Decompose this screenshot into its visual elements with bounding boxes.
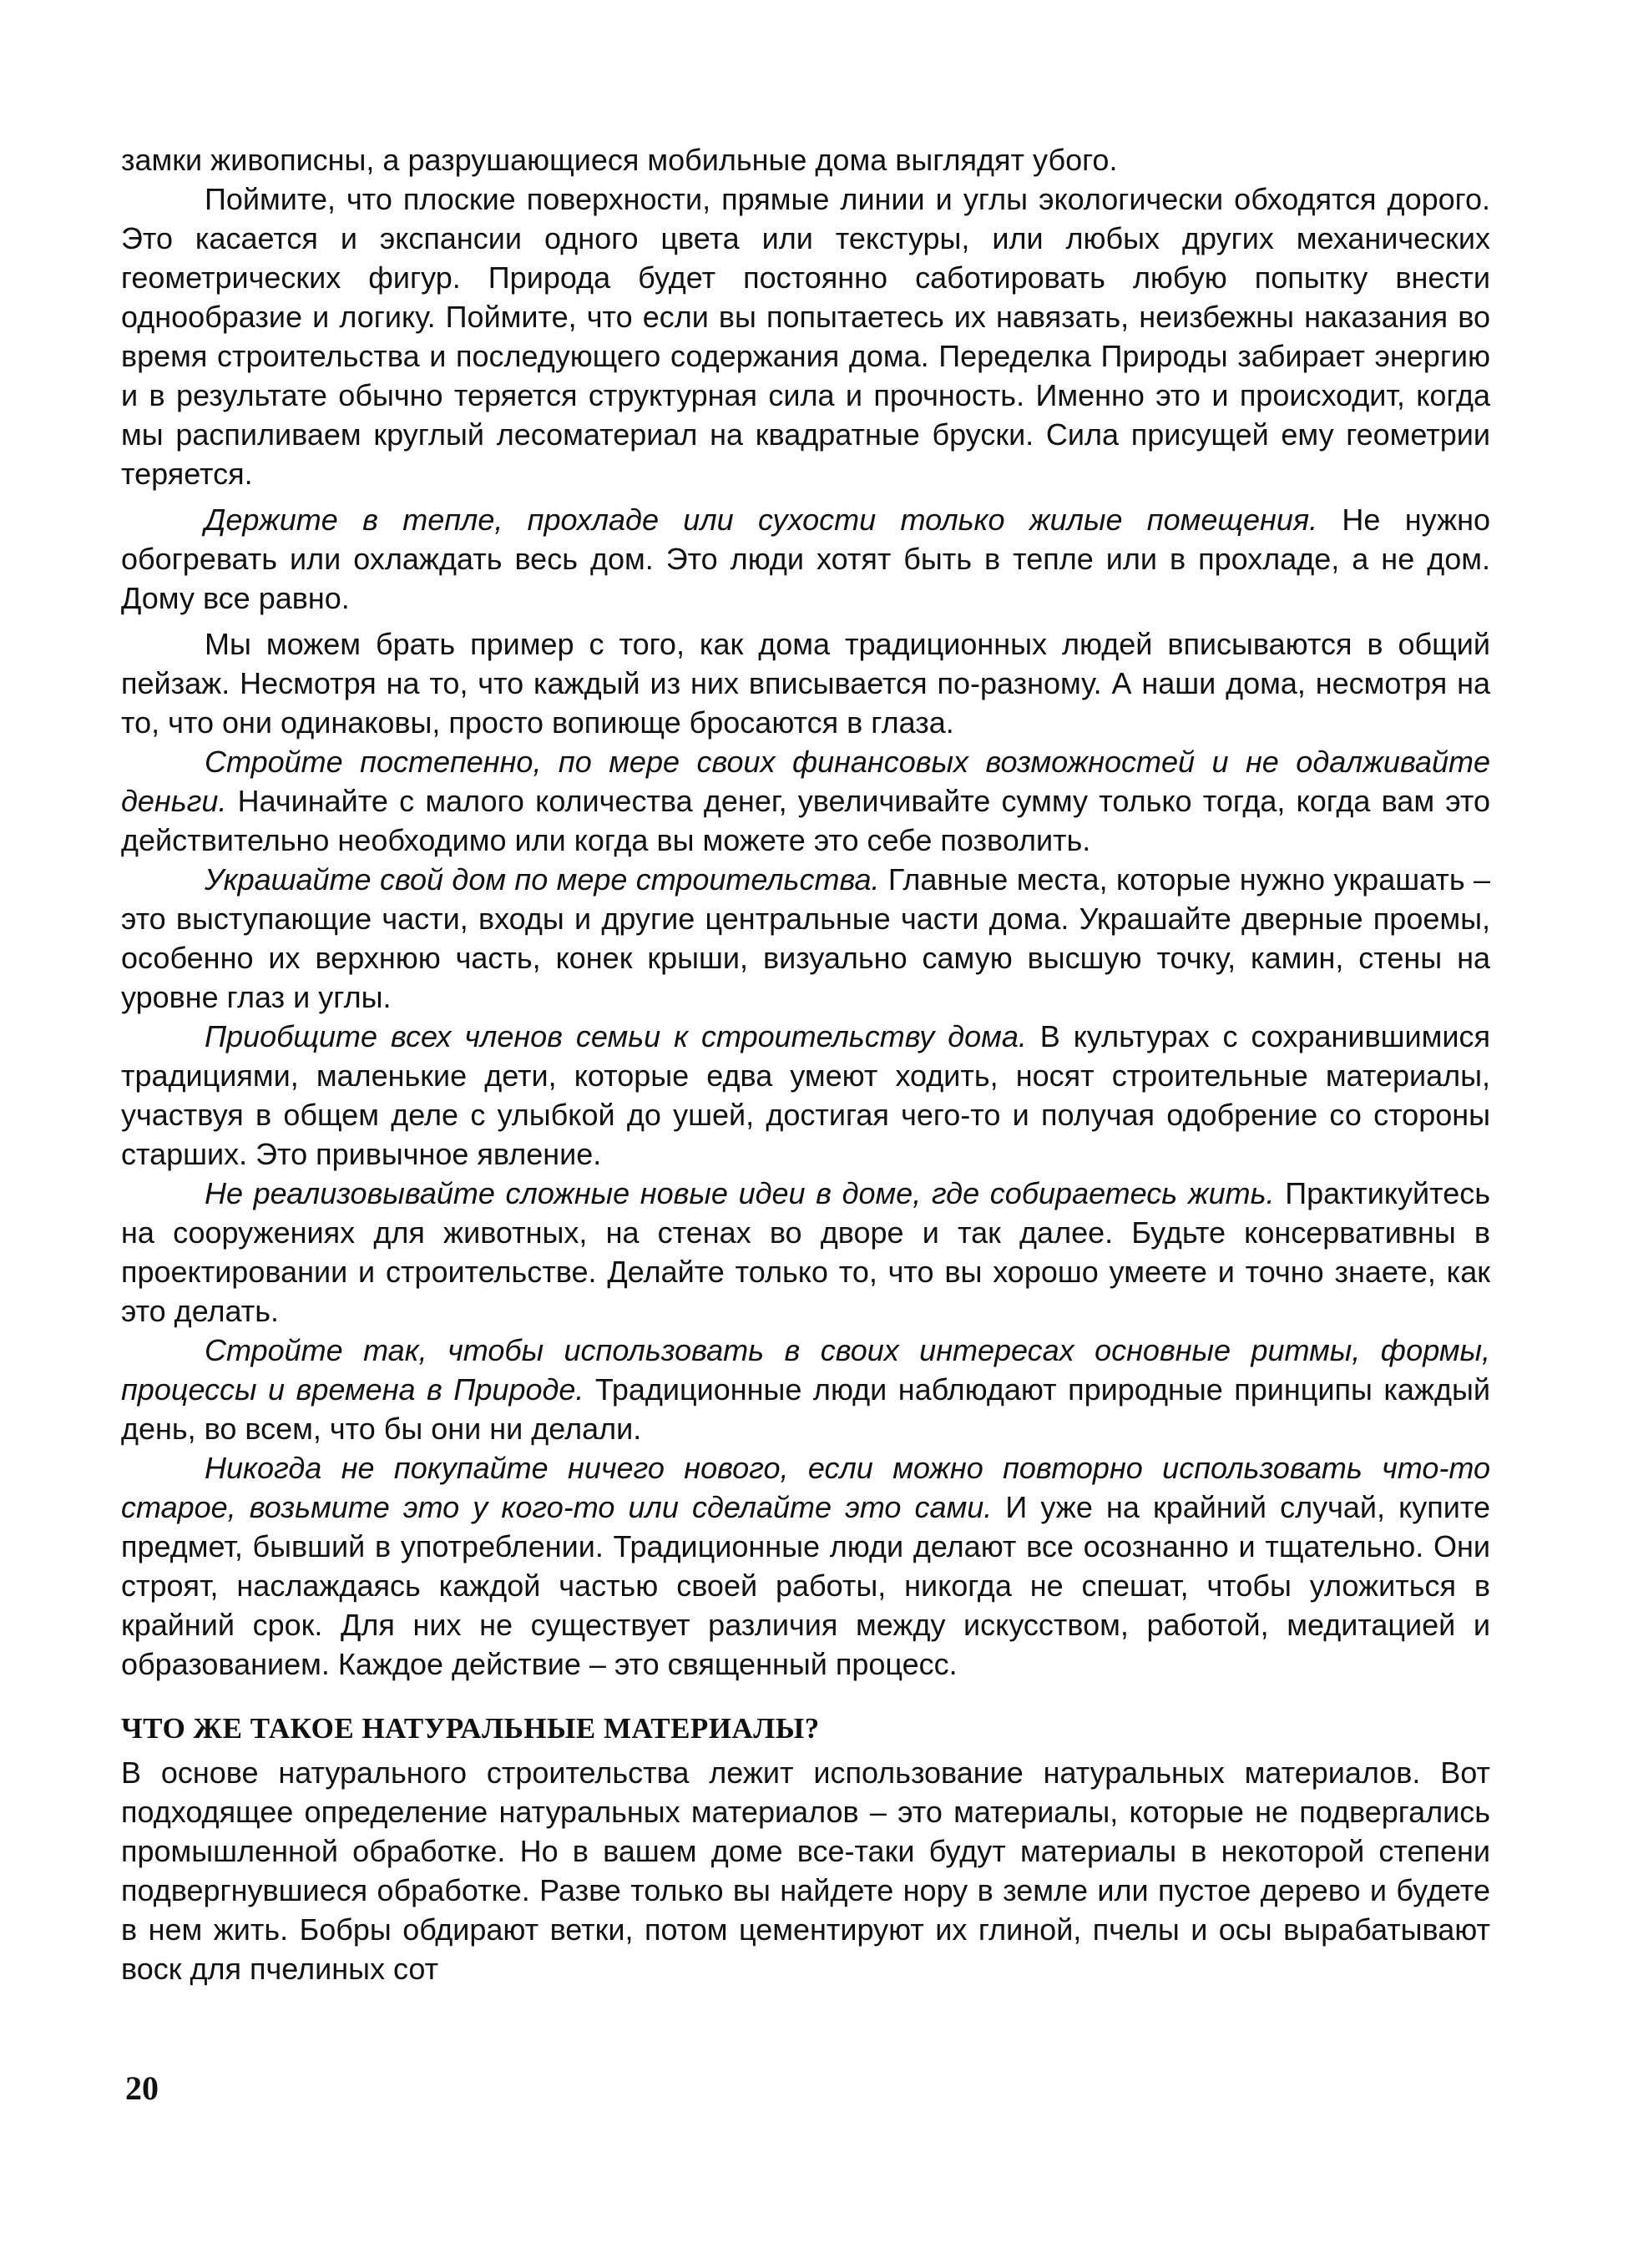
paragraph-family xyxy=(121,1017,1490,1174)
paragraph-text: Главные места, которые нужно украшать – это выступающие части, входы и другие центральные части дома. Украшайте дверные проемы, особенно их верхнюю часть, конек крыши, визуально самую высшую точку, камин, стены на уровне глаз и углы. xyxy=(121,862,1491,1014)
paragraph-lead: Стройте постепенно, по мере своих финансовых возможностей и не одалживайте деньги. xyxy=(121,745,1490,818)
paragraph-text: Не нужно обогревать или охлаждать весь дом. Это люди хотят быть в тепле или в прохладе, а не дом. Дому все равно. xyxy=(121,503,1491,615)
paragraph-flat-surfaces xyxy=(121,179,1490,493)
paragraph-reuse xyxy=(121,1448,1490,1684)
paragraph-text: Поймите, что плоские поверхности, прямые линии и углы экологически обходятся дорого. Это касается и экспансии одного цвета или текстуры, или любых других механических геометрических фигур. Природа будет постоянно саботировать любую попытку внести однообразие и логику. Поймите, что если вы попытаетесь их навязать, неизбежны наказания во время строительства и последующего содержания дома. Переделка Природы забирает энергию и в результате обычно теряется структурная сила и прочность. Именно это и происходит, когда мы распиливаем круглый лесоматериал на квадратные бруски. Сила присущей ему геометрии теряется. xyxy=(121,182,1490,491)
paragraph-build-gradually xyxy=(121,742,1490,860)
paragraph-lead: Украшайте свой дом по мере строительства. xyxy=(205,862,880,897)
paragraph-lead: Держите в тепле, прохладе или сухости только жилые помещения. xyxy=(205,503,1318,537)
paragraph-heating xyxy=(121,500,1490,618)
paragraph-text: Мы можем брать пример с того, как дома традиционных людей вписываются в общий пейзаж. Несмотря на то, что каждый из них вписывается по-разному. А наши дома, несмотря на то, что они одинаковы, просто вопиюще бросаются в глаза. xyxy=(121,627,1490,740)
paragraph-lead: Никогда не покупайте ничего нового, если можно повторно использовать что-то старое, возьмите это у кого-то или сделайте это сами. xyxy=(121,1451,1490,1524)
paragraph-text: Начинайте с малого количества денег, увеличивайте сумму только тогда, когда вам это действительно необходимо или когда вы можете это себе позволить. xyxy=(121,784,1490,857)
paragraph-lead: Стройте так, чтобы использовать в своих интересах основные ритмы, формы, процессы и времена в Природе. xyxy=(121,1333,1490,1407)
paragraph-text: замки живописны, а разрушающиеся мобильные дома выглядят убого. xyxy=(121,143,1118,177)
page-number: 20 xyxy=(125,2069,159,2107)
paragraph-lead: Не реализовывайте сложные новые идеи в доме, где собираетесь жить. xyxy=(205,1176,1275,1210)
paragraph-continuation xyxy=(121,140,1490,179)
paragraph-natural-materials xyxy=(121,1753,1490,1988)
paragraph-traditional-houses xyxy=(121,624,1490,742)
paragraph-text: В основе натурального строительства лежит использование натуральных материалов. Вот подходящее определение натуральных материалов – это материалы, которые не подвергались промышленной обработке. Но в вашем доме все-таки будут материалы в некоторой степени подвергнувшиеся обработке. Разве только вы найдете нору в земле или пустое дерево и будете в нем жить. Бобры обдирают ветки, потом цементируют их глиной, пчелы и осы вырабатывают воск для пчелиных сот xyxy=(121,1755,1490,1986)
paragraph-decorate xyxy=(121,860,1490,1017)
paragraph-nature-rhythms xyxy=(121,1331,1490,1448)
paragraph-lead: Приобщите всех членов семьи к строительству дома. xyxy=(205,1019,1027,1053)
paragraph-text: Практикуйтесь на сооружениях для животных, на стенах во дворе и так далее. Будьте консервативны в проектировании и строительстве. Делайте только то, что вы хорошо умеете и точно знаете, как это делать. xyxy=(121,1176,1490,1328)
page-body xyxy=(121,140,1490,1988)
section-heading: ЧТО ЖЕ ТАКОЕ НАТУРАЛЬНЫЕ МАТЕРИАЛЫ? xyxy=(121,1712,820,1745)
paragraph-new-ideas xyxy=(121,1174,1490,1331)
paragraph-text: В культурах с сохранившимися традициями, маленькие дети, которые едва умеют ходить, носят строительные материалы, участвуя в общем деле с улыбкой до ушей, достигая чего-то и получая одобрение со стороны старших. Это привычное явление. xyxy=(121,1019,1490,1171)
paragraph-text: И уже на крайний случай, купите предмет, бывший в употреблении. Традиционные люди делают все осознанно и тщательно. Они строят, наслаждаясь каждой частью своей работы, никогда не спешат, чтобы уложиться в крайний срок. Для них не существует различия между искусством, работой, медитацией и образованием. Каждое действие – это священный процесс. xyxy=(121,1490,1490,1681)
paragraph-text: Традиционные люди наблюдают природные принципы каждый день, во всем, что бы они ни делали. xyxy=(121,1372,1490,1446)
